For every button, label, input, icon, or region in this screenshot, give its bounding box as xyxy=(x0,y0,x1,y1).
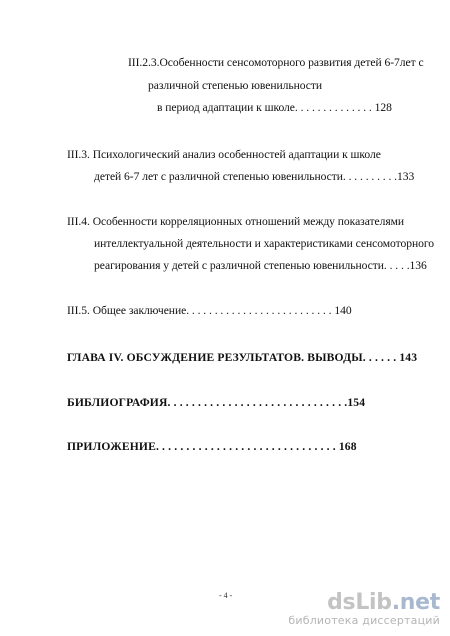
toc-appendix: ПРИЛОЖЕНИЕ. . . . . . . . . . . . . . . . . . . . . . . . . . . . . . 168 xyxy=(67,440,357,453)
toc-entry-3-4-line1: III.4. Особенности корреляционных отношений между показателями xyxy=(67,215,405,228)
toc-entry-3-4-line2: интеллектуальной деятельности и характеристиками сенсомоторного xyxy=(94,237,435,250)
toc-entry-3-2-3-line2: различной степенью ювенильности xyxy=(148,79,323,92)
toc-entry-3-3-line1: III.3. Психологический анализ особенностей адаптации к школе xyxy=(67,148,381,161)
page-number: - 4 - xyxy=(219,591,233,600)
toc-entry-3-5: III.5. Общее заключение. . . . . . . . . . . . . . . . . . . . . . . . . . 140 xyxy=(67,304,352,317)
toc-entry-3-2-3-line3: в период адаптации к школе. . . . . . . . . . . . . . 128 xyxy=(157,101,392,114)
toc-entry-3-2-3-line1: III.2.3.Особенности сенсомоторного развития детей 6-7лет с xyxy=(128,56,424,69)
dslib-logo-main: dsLib xyxy=(327,590,392,615)
toc-chapter-4: ГЛАВА IV. ОБСУЖДЕНИЕ РЕЗУЛЬТАТОВ. ВЫВОДЫ. . . . . . 143 xyxy=(67,351,418,364)
dslib-logo-suffix: .net xyxy=(391,590,440,615)
toc-entry-3-3-line2: детей 6-7 лет с различной степенью ювенильности. . . . . . . . . .133 xyxy=(94,170,415,183)
toc-entry-3-4-line3: реагирования у детей с различной степенью ювенильности. . . . .136 xyxy=(94,259,427,272)
toc-bibliography: БИБЛИОГРАФИЯ. . . . . . . . . . . . . . . . . . . . . . . . . . . . . .154 xyxy=(67,396,366,409)
dslib-watermark xyxy=(288,592,440,626)
dslib-subtitle: библиотека диссертаций xyxy=(288,614,440,627)
dslib-logo xyxy=(288,592,440,614)
